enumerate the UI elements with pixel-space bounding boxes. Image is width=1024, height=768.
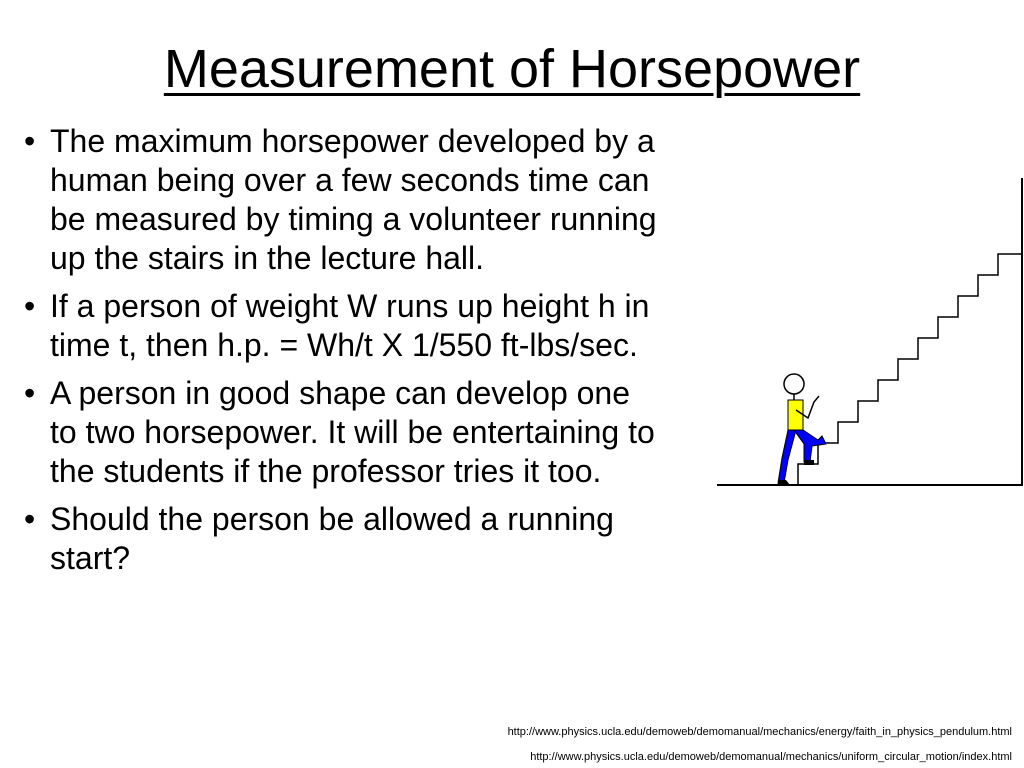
- stair-climber-illustration: [716, 178, 1024, 488]
- bullet-text: Should the person be allowed a running start?: [50, 501, 614, 576]
- bullet-dot: •: [24, 501, 36, 537]
- bullet-item: [24, 500, 664, 578]
- figure-back-shoe: [778, 480, 790, 485]
- slide-title: [0, 38, 1024, 100]
- figure-shirt: [788, 400, 803, 430]
- stick-figure: [778, 374, 826, 485]
- bullet-dot: •: [24, 288, 36, 324]
- bullet-list: [24, 122, 664, 587]
- bullet-text: If a person of weight W runs up height h in time t, then h.p. = Wh/t X 1/550 ft-lbs/sec.: [50, 288, 650, 363]
- bullet-item: [24, 287, 664, 365]
- reference-link-pendulum[interactable]: http://www.physics.ucla.edu/demoweb/demomanual/mechanics/energy/faith_in_physics_pendulum.html: [507, 726, 1012, 738]
- bullet-text: The maximum horsepower developed by a human being over a few seconds time can be measured by timing a volunteer running up the stairs in the lecture hall.: [50, 123, 657, 276]
- figure-front-shoe: [804, 460, 814, 465]
- bullet-text: A person in good shape can develop one to two horsepower. It will be entertaining to the students if the professor tries it too.: [50, 375, 655, 489]
- figure-pants-back-leg: [778, 430, 796, 483]
- bullet-item: [24, 122, 664, 278]
- figure-head: [784, 374, 804, 394]
- bullet-dot: •: [24, 375, 36, 411]
- bullet-item: [24, 374, 664, 491]
- reference-link-circular-motion[interactable]: http://www.physics.ucla.edu/demoweb/demomanual/mechanics/uniform_circular_motion/index.html: [530, 751, 1012, 763]
- staircase: [798, 254, 1022, 485]
- slide-title-text: Measurement of Horsepower: [163, 39, 861, 99]
- figure-pants-front-leg: [794, 430, 826, 462]
- bullet-dot: •: [24, 123, 36, 159]
